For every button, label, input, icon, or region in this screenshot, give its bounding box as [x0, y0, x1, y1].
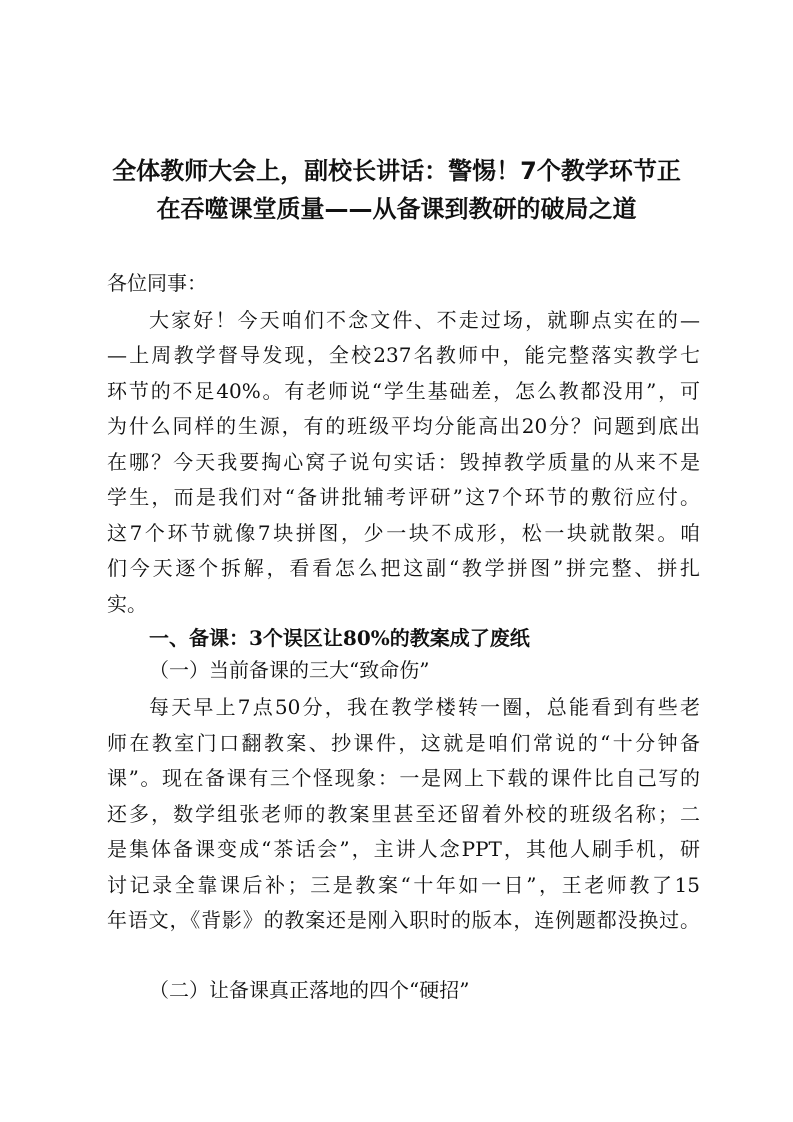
intro-line: 大家好！今天咱们不念文件、不走过场，就聊点实在的—: [149, 308, 700, 332]
body-line: 讨记录全靠课后补；三是教案“十年如一日”，王老师教了15: [107, 873, 700, 897]
intro-line: 实。: [107, 592, 147, 616]
intro-line: 这7个环节就像7块拼图，少一块不成形，松一块就散架。咱: [107, 521, 700, 545]
body-line: 每天早上7点50分，我在教学楼转一圈，总能看到有些老: [149, 695, 700, 719]
body-line: 年语文，《背影》的教案还是刚入职时的版本，连例题都没换过。: [107, 908, 700, 932]
body-line: 是集体备课变成“茶话会”，主讲人念PPT，其他人刷手机，研: [107, 837, 700, 861]
intro-line: 环节的不足40%。有老师说“学生基础差，怎么教都没用”，可: [107, 379, 700, 403]
subsection-heading-1: （一）当前备课的三大“致命伤”: [149, 658, 430, 682]
intro-line: 为什么同样的生源，有的班级平均分能高出20分？问题到底出: [107, 414, 700, 438]
intro-line: 在哪？今天我要掏心窝子说句实话：毁掉教学质量的从来不是: [107, 450, 700, 474]
intro-line: 学生，而是我们对“备讲批辅考评研”这7个环节的敷衍应付。: [107, 485, 700, 509]
intro-line: —上周教学督导发现，全校237名教师中，能完整落实教学七: [107, 343, 700, 367]
subsection-heading-2: （二）让备课真正落地的四个“硬招”: [149, 978, 470, 1002]
section-heading-1: 一、备课：3个误区让80%的教案成了废纸: [149, 626, 530, 650]
document-title-line-2: 在吞噬课堂质量——从备课到教研的破局之道: [156, 195, 637, 223]
body-line: 还多，数学组张老师的教案里甚至还留着外校的班级名称；二: [107, 802, 700, 826]
body-line: 课”。现在备课有三个怪现象：一是网上下载的课件比自己写的: [107, 766, 700, 790]
intro-line: 们今天逐个拆解，看看怎么把这副“教学拼图”拼完整、拼扎: [107, 556, 700, 580]
document-title-line-1: 全体教师大会上，副校长讲话：警惕！7个教学环节正: [112, 157, 681, 185]
greeting: 各位同事：: [107, 271, 207, 295]
body-line: 师在教室门口翻教案、抄课件，这就是咱们常说的“十分钟备: [107, 731, 700, 755]
